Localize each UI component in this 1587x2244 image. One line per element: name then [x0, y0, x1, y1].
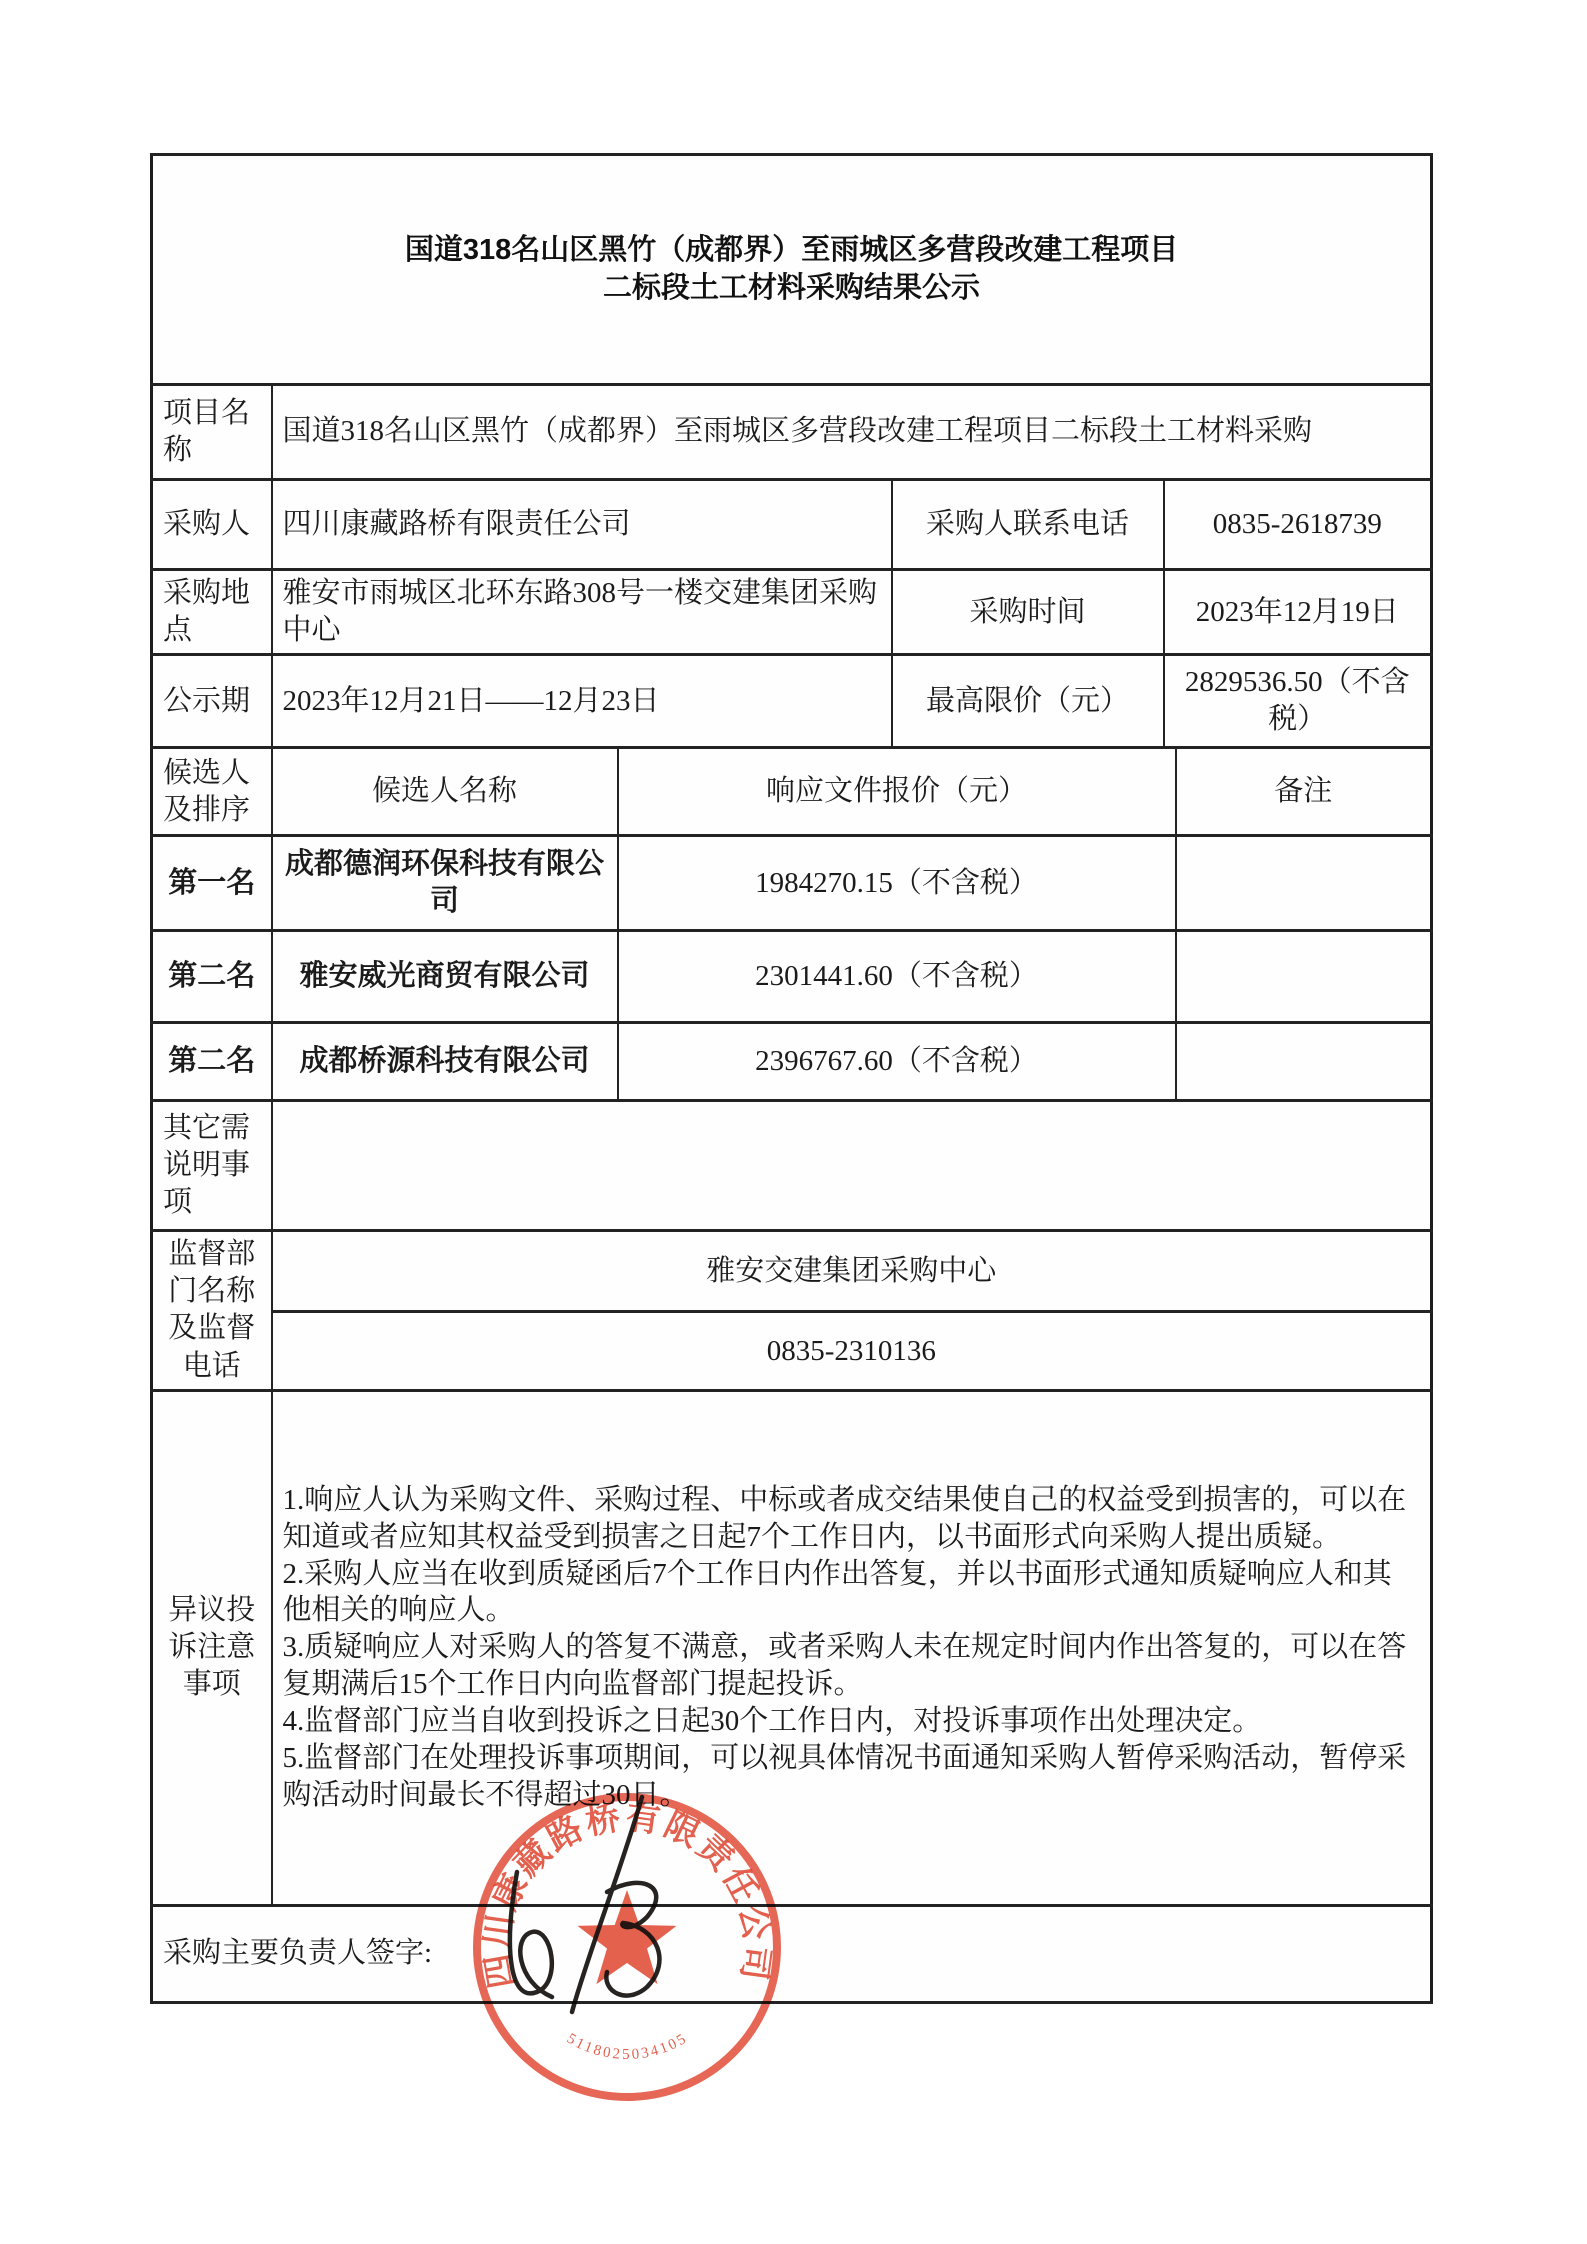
candidate-1-rank: 第一名 — [152, 836, 272, 931]
candidate-2-rank: 第二名 — [152, 931, 272, 1023]
candidate-3-quote: 2396767.60（不含税） — [618, 1023, 1176, 1101]
document-title — [152, 155, 1432, 385]
candidates-remark-header: 备注 — [1176, 748, 1432, 836]
other-notes-value — [272, 1101, 1432, 1231]
candidates-quote-header: 响应文件报价（元） — [618, 748, 1176, 836]
candidate-1-quote: 1984270.15（不含税） — [618, 836, 1176, 931]
purchase-time-label: 采购时间 — [892, 570, 1164, 655]
objection-label: 异议投诉注意事项 — [152, 1390, 272, 1905]
candidates-name-header: 候选人名称 — [272, 748, 618, 836]
candidate-3-name: 成都桥源科技有限公司 — [272, 1023, 618, 1101]
supervision-dept-name: 雅安交建集团采购中心 — [272, 1231, 1432, 1312]
objection-item-5: 5.监督部门在处理投诉事项期间，可以视具体情况书面通知采购人暂停采购活动，暂停采购活动时间最长不得超过30日。 — [282, 1741, 1407, 1811]
candidate-2-name: 雅安威光商贸有限公司 — [272, 931, 618, 1023]
candidate-2-remark — [1176, 931, 1432, 1023]
seal-company-text: 四川康藏路桥有限责任公司 — [478, 1798, 776, 1991]
signature-label: 采购主要负责人签字: — [163, 1937, 433, 1970]
red-star-icon — [578, 1890, 677, 1984]
seal-number-text: 5118025034105 — [563, 2030, 691, 2063]
purchaser-phone-label: 采购人联系电话 — [892, 480, 1164, 570]
candidate-row-3 — [152, 1023, 1432, 1101]
publicity-period-value: 2023年12月21日——12月23日 — [272, 655, 892, 748]
purchaser-value: 四川康藏路桥有限责任公司 — [272, 480, 892, 570]
max-price-label: 最高限价（元） — [892, 655, 1164, 748]
document-title-line2: 二标段土工材料采购结果公示 — [603, 271, 981, 304]
purchaser-label: 采购人 — [152, 480, 272, 570]
supervision-label: 监督部门名称及监督电话 — [152, 1231, 272, 1390]
document-title-line1: 国道318名山区黑竹（成都界）至雨城区多营段改建工程项目 — [404, 234, 1179, 267]
procurement-result-table — [150, 153, 1433, 2004]
candidates-rank-header: 候选人及排序 — [152, 748, 272, 836]
publicity-period-label: 公示期 — [152, 655, 272, 748]
objection-content — [272, 1390, 1432, 1905]
objection-item-3: 3.质疑响应人对采购人的答复不满意，或者采购人未在规定时间内作出答复的，可以在答复期满后15个工作日内向监督部门提起投诉。 — [282, 1631, 1407, 1701]
project-name-value: 国道318名山区黑竹（成都界）至雨城区多营段改建工程项目二标段土工材料采购 — [272, 385, 1432, 480]
location-value: 雅安市雨城区北环东路308号一楼交建集团采购中心 — [272, 570, 892, 655]
objection-item-2: 2.采购人应当在收到质疑函后7个工作日内作出答复，并以书面形式通知质疑响应人和其他相关的响应人。 — [282, 1557, 1392, 1627]
company-seal-stamp — [457, 1777, 797, 2117]
location-label: 采购地点 — [152, 570, 272, 655]
candidate-3-rank: 第二名 — [152, 1023, 272, 1101]
candidate-1-name: 成都德润环保科技有限公司 — [272, 836, 618, 931]
purchaser-phone-value: 0835-2618739 — [1164, 480, 1432, 570]
candidate-row-2 — [152, 931, 1432, 1023]
supervision-phone: 0835-2310136 — [272, 1312, 1432, 1390]
candidate-row-1 — [152, 836, 1432, 931]
max-price-value: 2829536.50（不含税） — [1164, 655, 1432, 748]
candidate-1-remark — [1176, 836, 1432, 931]
other-notes-label: 其它需说明事项 — [152, 1101, 272, 1231]
candidate-2-quote: 2301441.60（不含税） — [618, 931, 1176, 1023]
objection-item-4: 4.监督部门应当自收到投诉之日起30个工作日内，对投诉事项作出处理决定。 — [282, 1704, 1262, 1737]
candidate-3-remark — [1176, 1023, 1432, 1101]
project-name-label: 项目名称 — [152, 385, 272, 480]
purchase-time-value: 2023年12月19日 — [1164, 570, 1432, 655]
objection-item-1: 1.响应人认为采购文件、采购过程、中标或者成交结果使自己的权益受到损害的，可以在知道或者应知其权益受到损害之日起7个工作日内，以书面形式向采购人提出质疑。 — [282, 1483, 1407, 1553]
